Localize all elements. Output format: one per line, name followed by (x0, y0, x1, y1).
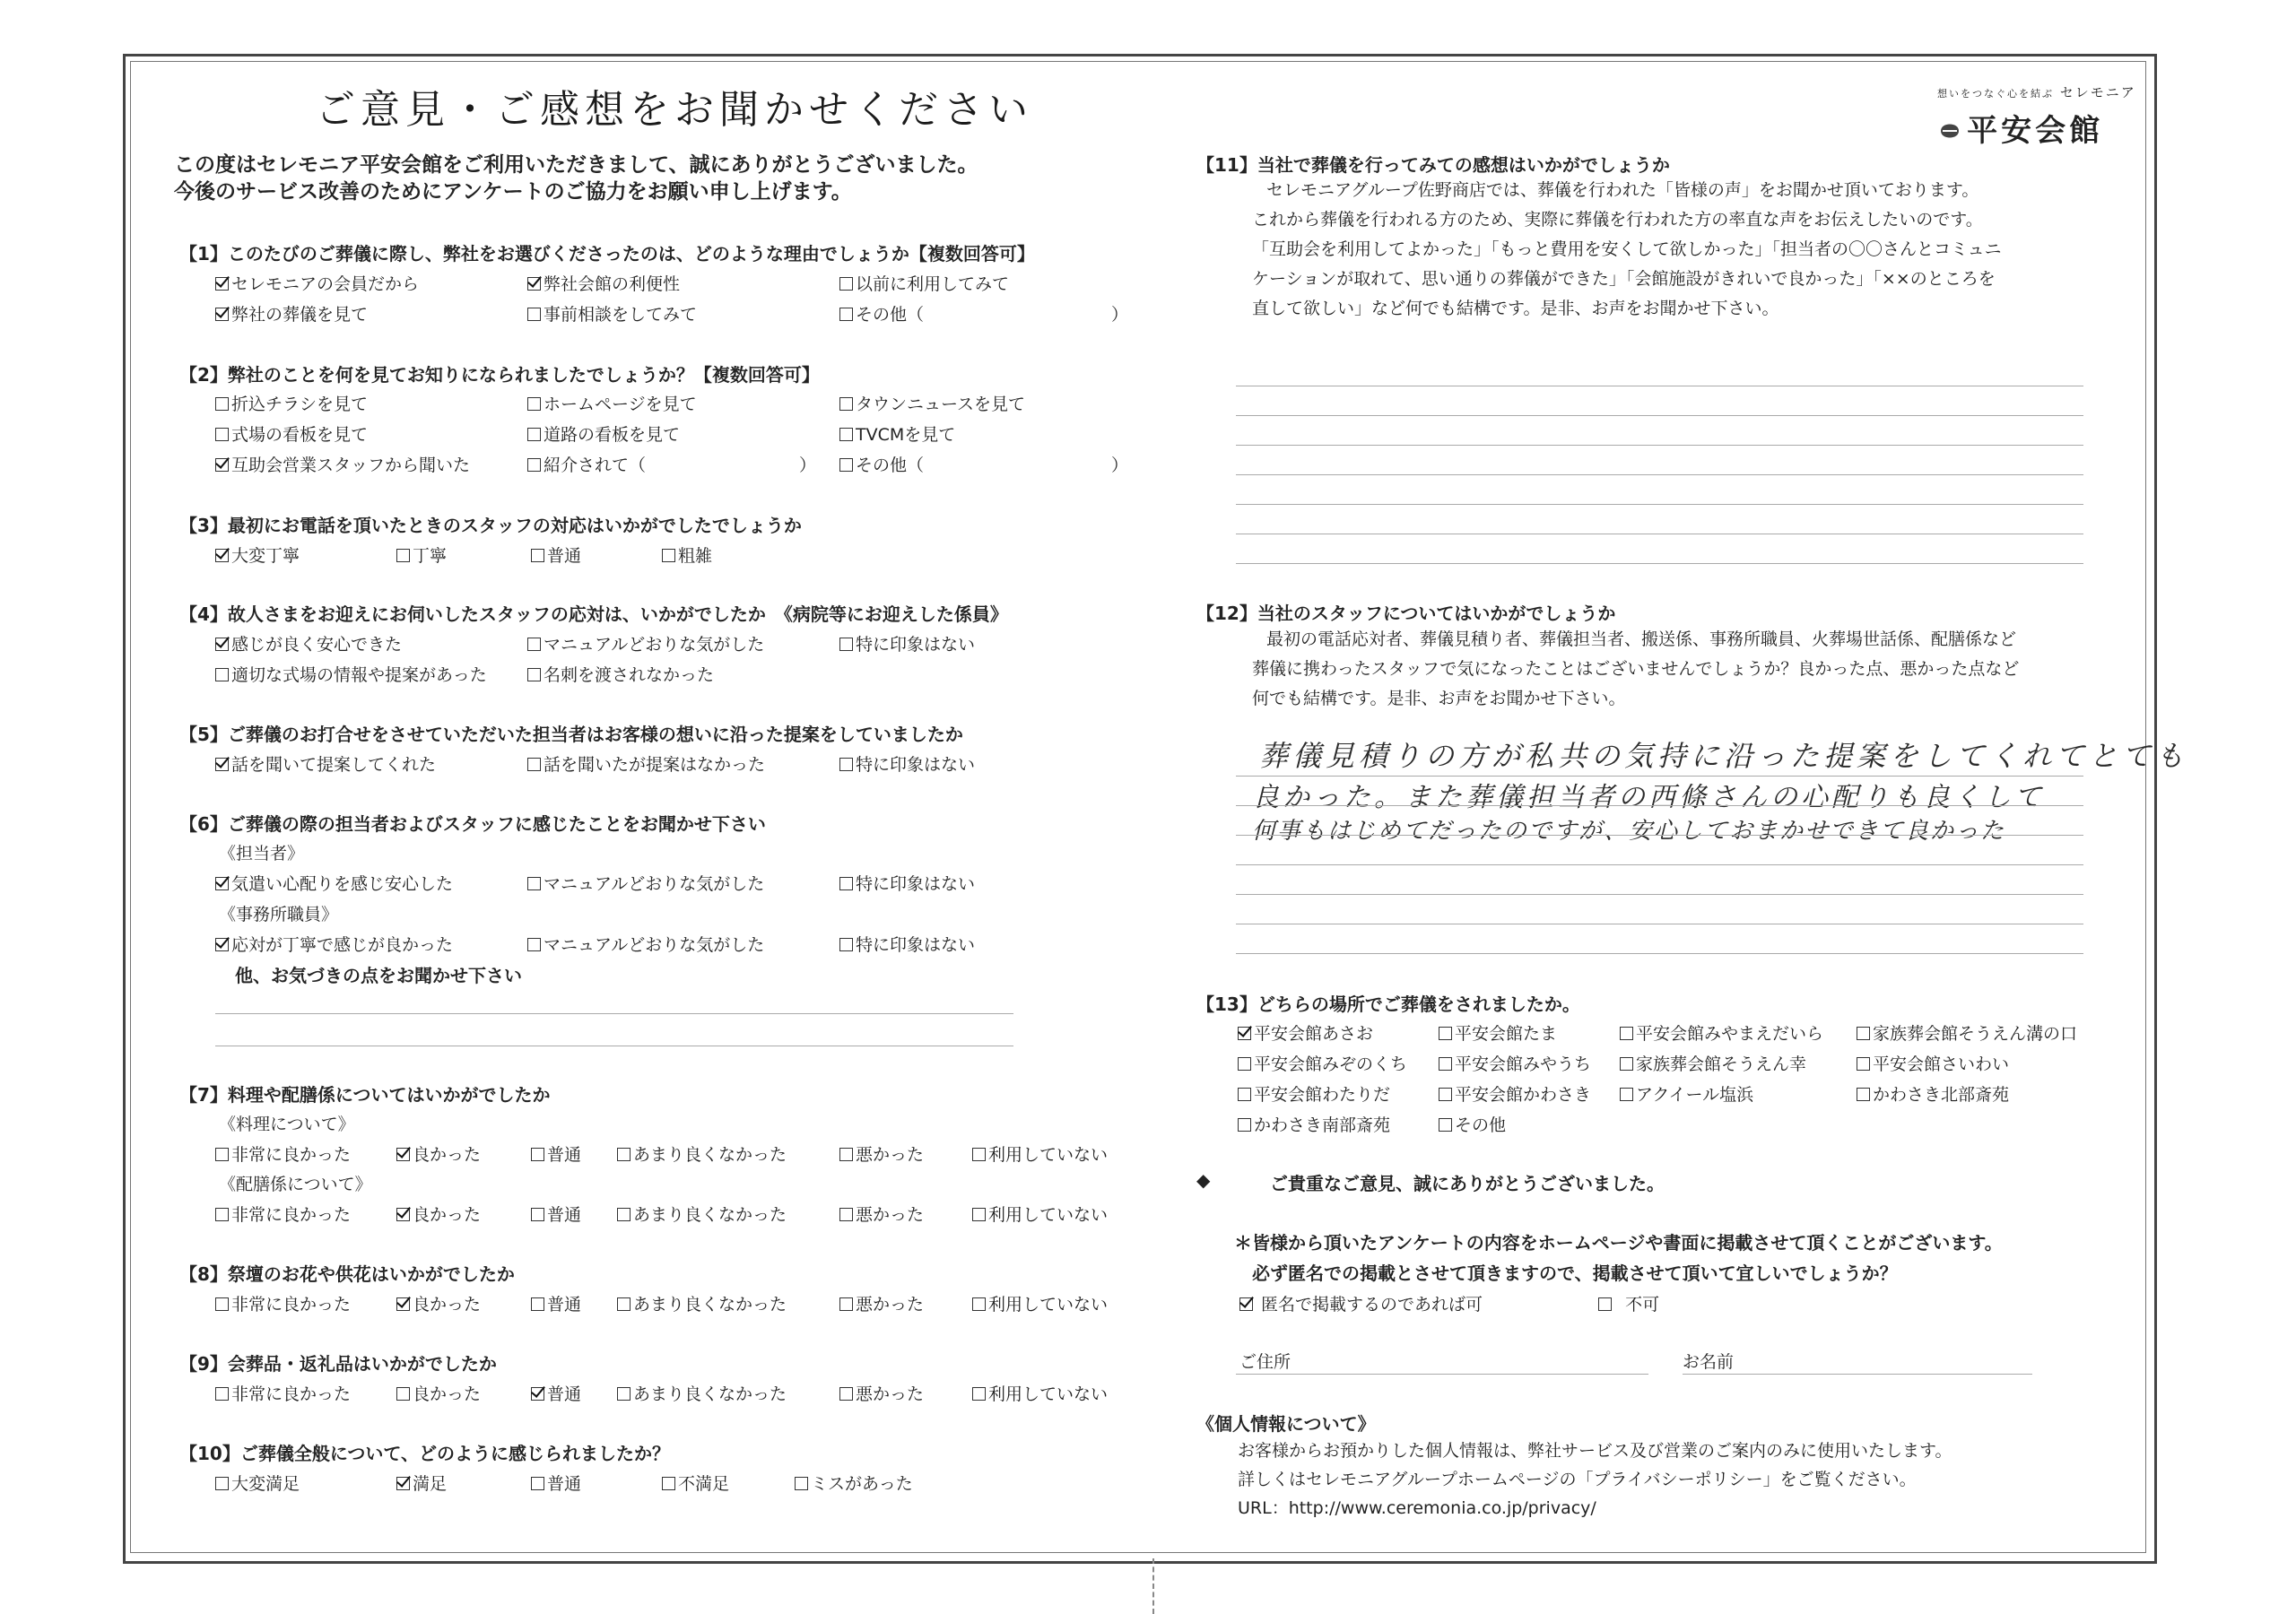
option-label: 式場の看板を見て (231, 425, 369, 445)
checkbox[interactable] (531, 1208, 544, 1221)
q2-label: 【2】弊社のことを何を見てお知りになられましたでしょうか？【複数回答可】 (179, 364, 820, 386)
q6-other: 他、お気づきの点をお聞かせ下さい (235, 965, 522, 986)
checkbox[interactable] (527, 458, 541, 472)
q8-opt[interactable] (617, 1291, 787, 1315)
q8-opt[interactable] (531, 1291, 581, 1315)
handwritten-answer-2: 良かった。また葬儀担当者の西條さんの心配りも良くして (1252, 782, 2045, 813)
privacy-text-1: お客様からお預かりした個人情報は、弊社サービス及び営業のご案内のみに使用いたします。 (1238, 1441, 1952, 1461)
q1-label: 【1】このたびのご葬儀に際し、弊社をお選びくださったのは、どのような理由でしょうか【複数回答可】 (179, 243, 1035, 265)
option-label: あまり良くなかった (633, 1384, 787, 1404)
option-label: マニュアルどおりな気がした (544, 874, 765, 894)
q2-opt[interactable] (839, 421, 955, 446)
q12-text-3: 何でも結構です。是非、お声をお聞かせ下さい。 (1252, 689, 1626, 708)
checkbox[interactable] (215, 1297, 229, 1311)
q7-opt[interactable] (617, 1202, 787, 1226)
option-label: その他（ ） (856, 456, 1129, 475)
checkbox[interactable] (531, 1387, 544, 1401)
q7-sub-serving: 《配膳係について》 (219, 1175, 372, 1194)
q10-opt[interactable] (215, 1471, 300, 1495)
q11-text-3: 「互助会を利用してよかった」「もっと費用を安くして欲しかった」「担当者の〇〇さんとコミュニ (1252, 239, 2002, 259)
option-label: 匿名で掲載するのであれば可 (1261, 1295, 1483, 1315)
checkbox[interactable] (527, 638, 541, 651)
option-label: 非常に良かった (231, 1205, 352, 1225)
option-label: 良かった (413, 1205, 482, 1225)
checkbox[interactable] (1238, 1088, 1251, 1101)
q13-opt[interactable] (1857, 1081, 2009, 1106)
q10-opt[interactable] (531, 1471, 581, 1495)
q8-opt[interactable] (396, 1291, 481, 1315)
option-label: 平安会館さいわい (1873, 1054, 2010, 1074)
address-line[interactable] (1236, 1374, 1648, 1375)
intro-line-1: この度はセレモニア平安会館をご利用いただきまして、誠にありがとうございました。 (174, 153, 978, 177)
option-label: 家族葬会館そうえん溝の口 (1873, 1024, 2078, 1044)
checkbox[interactable] (839, 308, 853, 321)
address-label: ご住所 (1239, 1352, 1292, 1372)
q9-opt[interactable] (531, 1381, 581, 1405)
checkbox[interactable] (215, 277, 229, 291)
q9-opt[interactable] (972, 1381, 1108, 1405)
logo-brand (1937, 82, 2136, 101)
option-label: あまり良くなかった (633, 1205, 787, 1225)
q11-text-5: 直して欲しい」など何でも結構です。是非、お声をお聞かせ下さい。 (1252, 299, 1779, 318)
q13-opt[interactable] (1620, 1081, 1753, 1106)
checkbox[interactable] (396, 1208, 410, 1221)
option-label: 普通 (547, 1295, 582, 1315)
checkbox[interactable] (527, 938, 541, 951)
checkbox[interactable] (662, 549, 675, 562)
q6-opt[interactable] (839, 932, 975, 956)
option-label: ミスがあった (811, 1474, 913, 1494)
q7-opt[interactable] (531, 1202, 581, 1226)
checkbox[interactable] (396, 1148, 410, 1161)
checkbox[interactable] (1439, 1088, 1452, 1101)
q13-opt[interactable] (1238, 1081, 1390, 1106)
option-label: 平安会館みやうち (1455, 1054, 1592, 1074)
option-label: 道路の看板を見て (544, 425, 681, 445)
q10-opt[interactable] (396, 1471, 447, 1495)
checkbox[interactable] (215, 549, 229, 562)
checkbox[interactable] (1239, 1297, 1253, 1311)
q3-opt[interactable] (215, 542, 300, 567)
checkbox[interactable] (1238, 1118, 1251, 1132)
diamond-icon: ◆ (1196, 1169, 1211, 1191)
q4-opt[interactable] (527, 662, 714, 686)
checkbox[interactable] (215, 458, 229, 472)
q4-opt[interactable] (839, 631, 975, 655)
q3-opt[interactable] (531, 542, 581, 567)
checkbox[interactable] (1439, 1118, 1452, 1132)
q2-opt[interactable] (527, 391, 697, 415)
q7-opt[interactable] (531, 1141, 581, 1166)
logo-name: 平安会館 (1967, 113, 2104, 149)
q9-opt[interactable] (617, 1381, 787, 1405)
option-label: マニュアルどおりな気がした (544, 935, 765, 955)
option-label: 普通 (547, 1145, 582, 1165)
checkbox[interactable] (215, 1148, 229, 1161)
option-label: かわさき北部斎苑 (1873, 1085, 2010, 1105)
option-label: 非常に良かった (231, 1145, 352, 1165)
option-label: 特に印象はない (856, 874, 976, 894)
q1-opt[interactable] (527, 301, 697, 325)
checkbox[interactable] (215, 397, 229, 411)
option-label: 利用していない (988, 1295, 1109, 1315)
checkbox[interactable] (396, 549, 410, 562)
checkbox[interactable] (972, 1387, 986, 1401)
q3-opt[interactable] (662, 542, 712, 567)
option-label: 普通 (547, 546, 582, 566)
q1-opt[interactable] (215, 271, 419, 295)
q13-opt[interactable] (1439, 1112, 1506, 1136)
name-label: お名前 (1683, 1352, 1735, 1372)
answer-line[interactable] (1236, 894, 2083, 895)
checkbox[interactable] (972, 1208, 986, 1221)
q1-opt[interactable] (839, 271, 1009, 295)
q13-opt[interactable] (1620, 1020, 1823, 1045)
checkbox[interactable] (215, 428, 229, 441)
option-label: 平安会館たま (1455, 1024, 1558, 1044)
checkbox[interactable] (527, 397, 541, 411)
answer-line[interactable] (1236, 474, 2083, 475)
checkbox[interactable] (972, 1297, 986, 1311)
option-label: マニュアルどおりな気がした (544, 635, 765, 655)
q6-opt[interactable] (527, 932, 764, 956)
q6-opt[interactable] (215, 932, 453, 956)
privacy-title: 《個人情報について》 (1196, 1413, 1376, 1435)
option-label: 利用していない (988, 1145, 1109, 1165)
q13-opt[interactable] (1620, 1051, 1806, 1075)
option-label: 丁寧 (413, 546, 448, 566)
option-label: 互助会営業スタッフから聞いた (231, 456, 471, 475)
option-label: 応対が丁寧で感じが良かった (231, 935, 454, 955)
checkbox[interactable] (617, 1387, 631, 1401)
answer-line[interactable] (1236, 415, 2083, 416)
q5-opt[interactable] (527, 751, 765, 776)
option-label: あまり良くなかった (633, 1295, 787, 1315)
q6-opt[interactable] (527, 871, 764, 895)
q13-opt[interactable] (1439, 1051, 1591, 1075)
checkbox[interactable] (1620, 1027, 1633, 1040)
intro-line-2: 今後のサービス改善のためにアンケートのご協力をお願い申し上げます。 (174, 180, 852, 204)
privacy-text-2: 詳しくはセレモニアグループホームページの「プライバシーポリシー」をご覧ください。 (1238, 1470, 1917, 1489)
option-label: 特に印象はない (856, 935, 976, 955)
q5-opt[interactable] (215, 751, 436, 776)
option-label: 満足 (413, 1474, 448, 1494)
q13-label: 【13】どちらの場所でご葬儀をされましたか。 (1196, 994, 1580, 1015)
q13-opt[interactable] (1439, 1020, 1557, 1045)
q6-opt[interactable] (215, 871, 453, 895)
q9-opt[interactable] (396, 1381, 481, 1405)
option-label: 弊社会館の利便性 (544, 274, 681, 294)
checkbox[interactable] (396, 1297, 410, 1311)
option-label: 悪かった (856, 1384, 925, 1404)
q7-label: 【7】料理や配膳係についてはいかがでしたか (179, 1084, 551, 1106)
q11-text-1: セレモニアグループ佐野商店では、葬儀を行われた「皆様の声」をお聞かせ頂いております。 (1266, 180, 1979, 200)
checkbox[interactable] (839, 397, 853, 411)
q11-text-2: これから葬儀を行われる方のため、実際に葬儀を行われた方の率直な声をお伝えしたいのです。 (1252, 210, 1983, 230)
option-label: 普通 (547, 1474, 582, 1494)
option-label: 以前に利用してみて (856, 274, 1010, 294)
q8-opt[interactable] (215, 1291, 351, 1315)
option-label: 良かった (413, 1295, 482, 1315)
checkbox[interactable] (1857, 1057, 1870, 1071)
option-label: その他（ ） (856, 305, 1129, 325)
checkbox[interactable] (617, 1297, 631, 1311)
option-label: アクイール塩浜 (1636, 1085, 1754, 1105)
checkbox[interactable] (396, 1477, 410, 1490)
option-label: 感じが良く安心できた (231, 635, 403, 655)
publish-yes[interactable] (1239, 1291, 1483, 1315)
option-label: 平安会館あさお (1254, 1024, 1374, 1044)
q7-opt[interactable] (972, 1141, 1108, 1166)
q4-opt[interactable] (215, 662, 487, 686)
handwritten-answer-1: 葬儀見積りの方が私共の気持に沿った提案をしてくれてとても (1259, 739, 2189, 773)
checkbox[interactable] (972, 1148, 986, 1161)
option-label: その他 (1455, 1115, 1507, 1135)
checkbox[interactable] (617, 1148, 631, 1161)
q7-opt[interactable] (839, 1141, 924, 1166)
q10-opt[interactable] (662, 1471, 729, 1495)
q8-opt[interactable] (972, 1291, 1108, 1315)
q2-opt[interactable] (215, 452, 470, 476)
option-label: 不満足 (678, 1474, 730, 1494)
option-label: 良かった (413, 1384, 482, 1404)
option-label: 大変満足 (231, 1474, 300, 1494)
q11-label: 【11】当社で葬儀を行ってみての感想はいかがでしょうか (1196, 154, 1670, 176)
checkbox[interactable] (215, 308, 229, 321)
logo-mark-icon (1937, 118, 1962, 143)
checkbox[interactable] (527, 277, 541, 291)
option-label: 気遣い心配りを感じ安心した (231, 874, 454, 894)
checkbox[interactable] (531, 1297, 544, 1311)
answer-line[interactable] (1236, 504, 2083, 505)
option-label: 利用していない (988, 1384, 1109, 1404)
checkbox[interactable] (839, 277, 853, 291)
checkbox[interactable] (839, 758, 853, 771)
q7-opt[interactable] (215, 1202, 351, 1226)
answer-line[interactable] (1236, 445, 2083, 446)
checkbox[interactable] (839, 1297, 853, 1311)
q7-opt[interactable] (396, 1202, 481, 1226)
q9-opt[interactable] (215, 1381, 351, 1405)
option-label: 話を聞いて提案してくれた (231, 755, 437, 775)
option-label: 利用していない (988, 1205, 1109, 1225)
option-label: TVCMを見て (856, 425, 956, 445)
q9-label: 【9】会葬品・返礼品はいかがでしたか (179, 1353, 497, 1375)
thanks-text: ご貴重なご意見、誠にありがとうございました。 (1270, 1173, 1665, 1194)
option-label: 普通 (547, 1205, 582, 1225)
privacy-url[interactable]: URL：http://www.ceremonia.co.jp/privacy/ (1238, 1498, 1596, 1518)
q11-text-4: ケーションが取れて、思い通りの葬儀ができた」「会館施設がきれいで良かった」「××のところを (1252, 269, 1996, 289)
checkbox[interactable] (215, 638, 229, 651)
fold-line (1152, 1558, 1154, 1614)
handwritten-answer-3: 何事もはじめてだったのですが、安心しておまかせできて良かった (1252, 818, 2006, 845)
q2-opt[interactable] (215, 421, 368, 446)
q13-opt[interactable] (1857, 1051, 2009, 1075)
checkbox[interactable] (215, 1208, 229, 1221)
q12-text-1: 最初の電話応対者、葬儀見積り者、葬儀担当者、搬送係、事務所職員、火葬場世話係、配膳係など (1266, 629, 2017, 649)
option-label: セレモニアの会員だから (231, 274, 420, 294)
q8-opt[interactable] (839, 1291, 924, 1315)
asterisk-icon: ＊ (1234, 1232, 1252, 1254)
name-line[interactable] (1683, 1374, 2032, 1375)
q4-opt[interactable] (215, 631, 402, 655)
checkbox[interactable] (1238, 1027, 1251, 1040)
checkbox[interactable] (215, 877, 229, 890)
q2-opt[interactable] (215, 391, 368, 415)
checkbox[interactable] (839, 877, 853, 890)
option-label: 平安会館みやまえだいら (1636, 1024, 1824, 1044)
q1-opt[interactable] (839, 301, 1128, 325)
q8-label: 【8】祭壇のお花や供花はいかがでしたか (179, 1263, 515, 1285)
option-label: 紹介されて（ ） (544, 456, 817, 475)
q4-label: 【4】故人さまをお迎えにお伺いしたスタッフの応対は、いかがでしたか 《病院等にお迎えした係員》 (179, 603, 1008, 625)
checkbox[interactable] (839, 428, 853, 441)
checkbox[interactable] (531, 1148, 544, 1161)
checkbox[interactable] (839, 458, 853, 472)
option-label: 特に印象はない (856, 635, 976, 655)
q5-opt[interactable] (839, 751, 975, 776)
q2-opt[interactable] (527, 452, 816, 476)
checkbox[interactable] (215, 1387, 229, 1401)
option-label: 家族葬会館そうえん幸 (1636, 1054, 1807, 1074)
checkbox[interactable] (527, 428, 541, 441)
option-label: 悪かった (856, 1205, 925, 1225)
q3-label: 【3】最初にお電話を頂いたときのスタッフの対応はいかがでしたでしょうか (179, 515, 802, 536)
q13-opt[interactable] (1238, 1020, 1373, 1045)
q5-label: 【5】ご葬儀のお打合せをさせていただいた担当者はお客様の想いに沿った提案をしていましたか (179, 724, 963, 745)
option-label: 名刺を渡されなかった (544, 665, 715, 685)
q2-opt[interactable] (839, 391, 1025, 415)
option-label: 平安会館みぞのくち (1254, 1054, 1408, 1074)
checkbox[interactable] (531, 549, 544, 562)
checkbox[interactable] (1857, 1088, 1870, 1101)
q13-opt[interactable] (1238, 1112, 1390, 1136)
page-title: ご意見・ご感想をお聞かせください (316, 87, 1033, 133)
answer-line[interactable] (1236, 953, 2083, 954)
checkbox[interactable] (839, 638, 853, 651)
option-label: 特に印象はない (856, 755, 976, 775)
q2-opt[interactable] (527, 421, 680, 446)
q7-opt[interactable] (839, 1202, 924, 1226)
q12-text-2: 葬儀に携わったスタッフで気になったことはございませんでしょうか？良かった点、悪かった点など (1252, 659, 2020, 679)
option-label: 良かった (413, 1145, 482, 1165)
checkbox[interactable] (839, 938, 853, 951)
q1-opt[interactable] (215, 301, 368, 325)
answer-line[interactable] (1236, 805, 2083, 806)
checkbox[interactable] (531, 1477, 544, 1490)
q1-opt[interactable] (527, 271, 680, 295)
checkbox[interactable] (527, 668, 541, 681)
q7-opt[interactable] (215, 1141, 351, 1166)
option-label: 事前相談をしてみて (544, 305, 698, 325)
option-label: 非常に良かった (231, 1384, 352, 1404)
publish-text-2: 必ず匿名での掲載とさせて頂きますので、掲載させて頂いて宜しいでしょうか？ (1252, 1263, 1898, 1284)
q13-opt[interactable] (1857, 1020, 2077, 1045)
q7-opt[interactable] (396, 1141, 481, 1166)
checkbox[interactable] (215, 758, 229, 771)
checkbox[interactable] (1598, 1297, 1612, 1311)
answer-line[interactable] (1236, 864, 2083, 865)
checkbox[interactable] (527, 758, 541, 771)
q4-opt[interactable] (527, 631, 764, 655)
checkbox[interactable] (1238, 1057, 1251, 1071)
q10-label: 【10】ご葬儀全般について、どのように感じられましたか？ (179, 1443, 671, 1464)
checkbox[interactable] (795, 1477, 808, 1490)
checkbox[interactable] (396, 1387, 410, 1401)
option-label: 粗雑 (678, 546, 713, 566)
option-label: 不可 (1625, 1295, 1660, 1315)
q12-label: 【12】当社のスタッフについてはいかがでしょうか (1196, 603, 1616, 624)
logo-brand-name: セレモニア (2059, 84, 2136, 100)
option-label: 適切な式場の情報や提案があった (231, 665, 487, 685)
checkbox[interactable] (662, 1477, 675, 1490)
q3-opt[interactable] (396, 542, 447, 567)
q7-sub-food: 《料理について》 (219, 1115, 355, 1134)
option-label: タウンニュースを見て (856, 395, 1026, 414)
answer-line[interactable] (1236, 835, 2083, 836)
publish-no[interactable] (1598, 1291, 1659, 1315)
q2-opt[interactable] (839, 452, 1128, 476)
checkbox[interactable] (1620, 1057, 1633, 1071)
checkbox[interactable] (1620, 1088, 1633, 1101)
option-label: 平安会館わたりだ (1254, 1085, 1391, 1105)
checkbox[interactable] (839, 1208, 853, 1221)
q6-opt[interactable] (839, 871, 975, 895)
option-label: 平安会館かわさき (1455, 1085, 1592, 1105)
option-label: 弊社の葬儀を見て (231, 305, 369, 325)
q6-sub-staff: 《担当者》 (219, 844, 305, 863)
checkbox[interactable] (1439, 1027, 1452, 1040)
answer-line[interactable] (1236, 776, 2083, 777)
logo-tagline: 想いをつなぐ心を結ぶ (1937, 88, 2054, 100)
checkbox[interactable] (215, 1477, 229, 1490)
option-label: 非常に良かった (231, 1295, 352, 1315)
checkbox[interactable] (1857, 1027, 1870, 1040)
answer-line[interactable] (215, 1013, 1013, 1014)
option-label: 話を聞いたが提案はなかった (544, 755, 766, 775)
q10-opt[interactable] (795, 1471, 913, 1495)
checkbox[interactable] (527, 308, 541, 321)
checkbox[interactable] (617, 1208, 631, 1221)
option-label: 折込チラシを見て (231, 395, 369, 414)
logo (1937, 106, 2103, 150)
option-label: ホームページを見て (544, 395, 697, 414)
q9-opt[interactable] (839, 1381, 924, 1405)
q13-opt[interactable] (1238, 1051, 1407, 1075)
q7-opt[interactable] (972, 1202, 1108, 1226)
q6-sub-office: 《事務所職員》 (219, 905, 339, 924)
checkbox[interactable] (1439, 1057, 1452, 1071)
option-label: あまり良くなかった (633, 1145, 787, 1165)
publish-text-1: 皆様から頂いたアンケートの内容をホームページや書面に掲載させて頂くことがございます。 (1252, 1232, 2003, 1254)
q13-opt[interactable] (1439, 1081, 1591, 1106)
option-label: かわさき南部斎苑 (1254, 1115, 1391, 1135)
option-label: 悪かった (856, 1295, 925, 1315)
q7-opt[interactable] (617, 1141, 787, 1166)
checkbox[interactable] (839, 1387, 853, 1401)
option-label: 大変丁寧 (231, 546, 300, 566)
option-label: 悪かった (856, 1145, 925, 1165)
checkbox[interactable] (215, 938, 229, 951)
checkbox[interactable] (215, 668, 229, 681)
q6-label: 【6】ご葬儀の際の担当者およびスタッフに感じたことをお聞かせ下さい (179, 813, 766, 835)
checkbox[interactable] (839, 1148, 853, 1161)
option-label: 普通 (547, 1384, 582, 1404)
checkbox[interactable] (527, 877, 541, 890)
answer-line[interactable] (1236, 563, 2083, 564)
